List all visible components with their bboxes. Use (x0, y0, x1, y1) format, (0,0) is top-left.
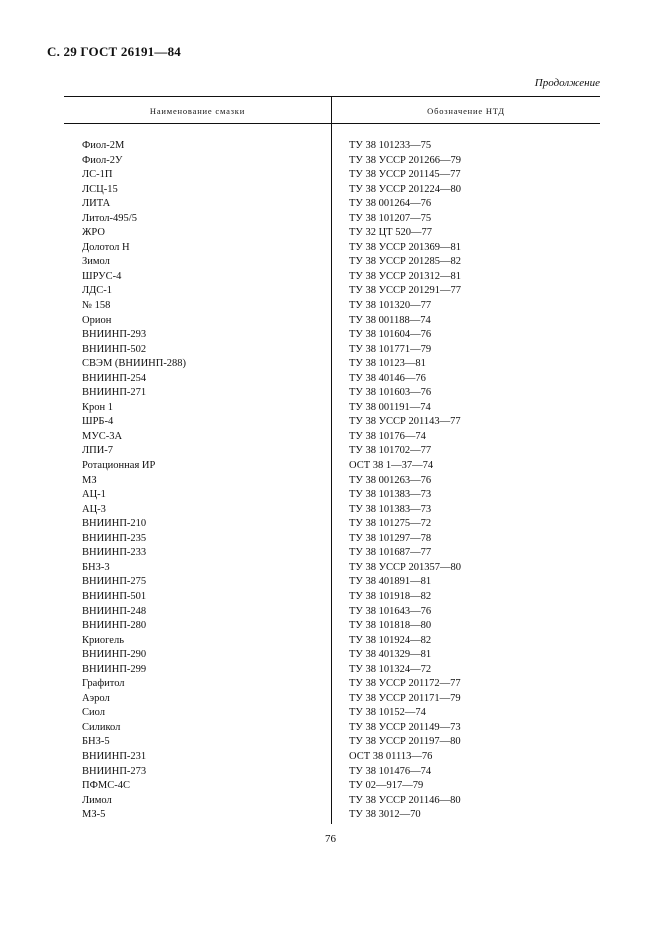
table-row (64, 154, 600, 169)
table-row (64, 328, 600, 343)
ntd-designation: ТУ 38 101604—76 (349, 329, 432, 341)
ntd-designation: ТУ 38 УССР 201285—82 (349, 256, 462, 268)
lubricant-name: ЛС-1П (82, 169, 113, 181)
table-row (64, 139, 600, 154)
lubricant-name: ВНИИНП-254 (82, 372, 147, 384)
table-row (64, 168, 600, 183)
lubricant-name: МУС-3А (82, 430, 123, 442)
table-row (64, 226, 600, 241)
table-row (64, 255, 600, 270)
ntd-designation: ТУ 38 УССР 201224—80 (349, 183, 462, 195)
ntd-designation: ТУ 38 10176—74 (349, 430, 426, 442)
table-row (64, 634, 600, 649)
table-row (64, 488, 600, 503)
lubricants-table (64, 96, 600, 824)
lubricant-name: МЗ-5 (82, 809, 106, 821)
ntd-designation: ТУ 32 ЦТ 520—77 (349, 227, 432, 239)
lubricant-name: ШРУС-4 (82, 270, 122, 282)
table-row (64, 386, 600, 401)
table-row (64, 663, 600, 678)
table-row (64, 459, 600, 474)
table-row (64, 575, 600, 590)
ntd-designation: ТУ 38 101603—76 (349, 387, 432, 399)
ntd-designation: ТУ 38 УССР 201357—80 (349, 561, 462, 573)
lubricant-name: ЛСЦ-15 (82, 183, 118, 195)
lubricant-name: Графитол (82, 678, 125, 690)
lubricant-name: ВНИИНП-233 (82, 547, 147, 559)
ntd-designation: ТУ 38 УССР 201369—81 (349, 241, 462, 253)
table-row (64, 270, 600, 285)
ntd-designation: ТУ 38 001264—76 (349, 198, 432, 210)
lubricant-name: ЛИТА (82, 198, 111, 210)
lubricant-name: № 158 (82, 300, 111, 312)
lubricant-name: ВНИИНП-280 (82, 620, 147, 632)
lubricant-name: ВНИИНП-231 (82, 750, 147, 762)
table-row (64, 357, 600, 372)
table-row (64, 605, 600, 620)
ntd-designation: ТУ 38 УССР 201171—79 (349, 692, 461, 704)
table-row (64, 765, 600, 780)
ntd-designation: ТУ 38 101233—75 (349, 140, 432, 151)
lubricant-name: Криогель (82, 634, 124, 646)
ntd-designation: ТУ 38 101771—79 (349, 343, 432, 355)
ntd-designation: ТУ 38 УССР 201143—77 (349, 416, 461, 428)
ntd-designation: ТУ 38 101383—73 (349, 503, 432, 515)
lubricant-name: Фиол-2У (82, 154, 123, 166)
table-row (64, 706, 600, 721)
lubricant-name: ВНИИНП-275 (82, 576, 147, 588)
table-row (64, 677, 600, 692)
lubricant-name: ШРБ-4 (82, 416, 114, 428)
ntd-designation: ТУ 38 101297—78 (349, 532, 432, 544)
table-row (64, 794, 600, 809)
table-row (64, 648, 600, 663)
lubricant-name: СВЭМ (ВНИИНП-288) (82, 358, 187, 370)
table-header-rule (64, 123, 600, 124)
ntd-designation: ТУ 38 101383—73 (349, 489, 432, 501)
table-row (64, 561, 600, 576)
lubricant-name: Литол-495/5 (82, 212, 137, 224)
lubricant-name: Орион (82, 314, 112, 326)
table-row (64, 343, 600, 358)
lubricant-name: ПФМС-4С (82, 780, 130, 792)
ntd-designation: ТУ 38 401329—81 (349, 649, 432, 661)
table-row (64, 503, 600, 518)
ntd-designation: ТУ 38 УССР 201146—80 (349, 794, 461, 806)
lubricant-name: ВНИИНП-293 (82, 329, 147, 341)
ntd-designation: ТУ 38 001191—74 (349, 401, 431, 413)
table-row (64, 532, 600, 547)
lubricant-name: АЦ-3 (82, 503, 106, 515)
ntd-designation: ТУ 38 УССР 201149—73 (349, 721, 461, 733)
table-row (64, 808, 600, 823)
lubricant-name: ВНИИНП-271 (82, 387, 147, 399)
table-row (64, 735, 600, 750)
ntd-designation: ТУ 38 101918—82 (349, 590, 432, 602)
lubricant-name: Аэрол (82, 692, 110, 704)
lubricant-name: МЗ (82, 474, 97, 486)
ntd-designation: ТУ 38 УССР 201266—79 (349, 154, 462, 166)
ntd-designation: ТУ 38 3012—70 (349, 809, 421, 821)
lubricant-name: ВНИИНП-210 (82, 518, 147, 530)
lubricant-name: ВНИИНП-299 (82, 663, 147, 675)
ntd-designation: ТУ 38 101476—74 (349, 765, 432, 777)
ntd-designation: ТУ 02—917—79 (349, 780, 424, 792)
lubricant-name: Зимол (82, 256, 110, 268)
table-row (64, 517, 600, 532)
lubricant-name: ВНИИНП-502 (82, 343, 147, 355)
table-row (64, 197, 600, 212)
table-row (64, 299, 600, 314)
table-row (64, 314, 600, 329)
table-row (64, 241, 600, 256)
column-header-name: Наименование смазки (149, 106, 246, 116)
lubricant-name: ВНИИНП-501 (82, 590, 147, 602)
table-row (64, 183, 600, 198)
ntd-designation: ТУ 38 40146—76 (349, 372, 426, 384)
lubricant-name: АЦ-1 (82, 489, 106, 501)
lubricant-name: БНЗ-5 (82, 736, 110, 748)
lubricant-name: БНЗ-3 (82, 561, 110, 573)
ntd-designation: ТУ 38 101818—80 (349, 620, 432, 632)
ntd-designation: ТУ 38 101320—77 (349, 300, 432, 312)
ntd-designation: ТУ 38 УССР 201172—77 (349, 678, 461, 690)
ntd-designation: ТУ 38 401891—81 (349, 576, 432, 588)
ntd-designation: ОСТ 38 01113—76 (349, 750, 433, 762)
page-header: С. 29 ГОСТ 26191—84 (47, 44, 181, 59)
table-row (64, 779, 600, 794)
lubricant-name: ВНИИНП-248 (82, 605, 147, 617)
table-top-rule (64, 96, 600, 97)
table-row (64, 590, 600, 605)
lubricant-name: Фиол-2М (82, 140, 125, 151)
lubricant-name: Долотол Н (82, 241, 130, 253)
ntd-designation: ТУ 38 10152—74 (349, 707, 426, 719)
ntd-designation: ТУ 38 УССР 201197—80 (349, 736, 461, 748)
lubricant-name: ЖРО (82, 227, 105, 239)
lubricant-name: Силикол (82, 721, 121, 733)
ntd-designation: ТУ 38 101324—72 (349, 663, 432, 675)
lubricant-name: ЛДС-1 (82, 285, 113, 297)
table-row (64, 415, 600, 430)
lubricant-name: Сиол (82, 707, 105, 719)
ntd-designation: ТУ 38 101207—75 (349, 212, 432, 224)
table-row (64, 619, 600, 634)
page-number: 76 (325, 833, 336, 845)
ntd-designation: ТУ 38 10123—81 (349, 358, 426, 370)
table-row (64, 430, 600, 445)
ntd-designation: ТУ 38 УССР 201312—81 (349, 270, 462, 282)
table-row (64, 284, 600, 299)
ntd-designation: ТУ 38 101702—77 (349, 445, 432, 457)
table-row (64, 474, 600, 489)
ntd-designation: ТУ 38 101643—76 (349, 605, 432, 617)
table-row (64, 750, 600, 765)
ntd-designation: ТУ 38 101924—82 (349, 634, 432, 646)
table-row (64, 372, 600, 387)
ntd-designation: ТУ 38 УССР 201291—77 (349, 285, 462, 297)
table-row (64, 401, 600, 416)
lubricant-name: ВНИИНП-235 (82, 532, 147, 544)
ntd-designation: ОСТ 38 1—37—74 (349, 460, 434, 472)
lubricant-name: Ротационная ИР (82, 460, 156, 472)
lubricant-name: Крон 1 (82, 401, 113, 413)
table-body (64, 139, 600, 823)
lubricant-name: Лимол (82, 794, 112, 806)
ntd-designation: ТУ 38 101275—72 (349, 518, 432, 530)
ntd-designation: ТУ 38 001188—74 (349, 314, 431, 326)
column-header-ntd: Обозначение НТД (427, 106, 505, 116)
lubricant-name: ВНИИНП-290 (82, 649, 147, 661)
ntd-designation: ТУ 38 101687—77 (349, 547, 432, 559)
table-row (64, 692, 600, 707)
table-row (64, 721, 600, 736)
table-row (64, 212, 600, 227)
lubricant-name: ВНИИНП-273 (82, 765, 147, 777)
ntd-designation: ТУ 38 001263—76 (349, 474, 432, 486)
ntd-designation: ТУ 38 УССР 201145—77 (349, 169, 461, 181)
table-row (64, 444, 600, 459)
lubricant-name: ЛПИ-7 (82, 445, 114, 457)
continuation-label: Продолжение (534, 77, 600, 89)
table-row (64, 546, 600, 561)
